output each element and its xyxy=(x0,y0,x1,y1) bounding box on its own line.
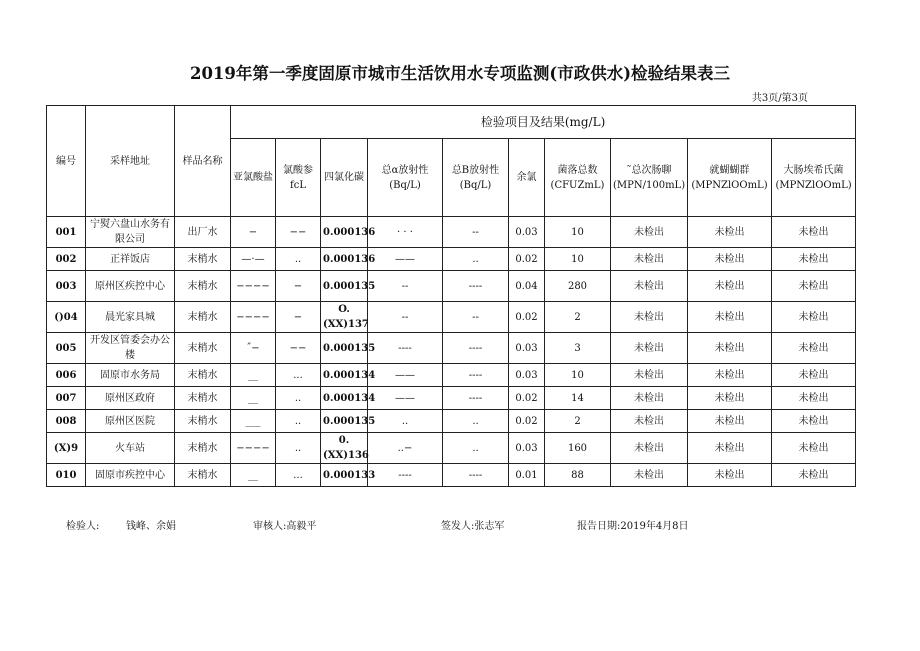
cell-chlorate: .. xyxy=(276,387,321,410)
cell-thermo: 未检出 xyxy=(688,302,772,333)
col-thermo-header: 就蝴蝴群(MPNZlOOmL) xyxy=(688,139,772,217)
cell-ecoli: 未检出 xyxy=(772,433,856,464)
cell-colony: 2 xyxy=(545,410,611,433)
cell-coliform: 未检出 xyxy=(611,271,688,302)
cell-coliform: 未检出 xyxy=(611,217,688,248)
col-beta-header: 总B放射性(Bq/L) xyxy=(443,139,509,217)
cell-chlorite: −−−− xyxy=(231,433,276,464)
cell-address: 固原市疾控中心 xyxy=(86,464,175,487)
cell-sample: 末梢水 xyxy=(175,271,231,302)
cell-thermo: 未检出 xyxy=(688,433,772,464)
cell-beta: ---- xyxy=(443,387,509,410)
cell-ecoli: 未检出 xyxy=(772,464,856,487)
cell-code: 005 xyxy=(47,333,86,364)
table-row xyxy=(47,217,856,248)
cell-residual: 0.02 xyxy=(509,248,545,271)
col-colony-header: 菌落总数(CFUZmL) xyxy=(545,139,611,217)
cell-beta: ---- xyxy=(443,333,509,364)
cell-chlorite: ___ xyxy=(231,410,276,433)
cell-colony: 14 xyxy=(545,387,611,410)
table-row xyxy=(47,387,856,410)
cell-ccl4: O.(XX)137 xyxy=(321,302,368,333)
cell-residual: 0.02 xyxy=(509,410,545,433)
cell-residual: 0.03 xyxy=(509,217,545,248)
cell-address: 原州区疾控中心 xyxy=(86,271,175,302)
cell-colony: 280 xyxy=(545,271,611,302)
cell-colony: 10 xyxy=(545,364,611,387)
cell-coliform: 未检出 xyxy=(611,464,688,487)
cell-beta: -- xyxy=(443,217,509,248)
reviewer: 审核人:高毅平 xyxy=(253,521,317,532)
cell-chlorate: −− xyxy=(276,217,321,248)
cell-alpha: —— xyxy=(368,387,443,410)
cell-code: 010 xyxy=(47,464,86,487)
cell-sample: 末梢水 xyxy=(175,333,231,364)
cell-thermo: 未检出 xyxy=(688,333,772,364)
col-residual-header: 余氯 xyxy=(509,139,545,217)
cell-ccl4: 0.000136 xyxy=(321,217,368,248)
cell-chlorite: __ xyxy=(231,464,276,487)
cell-chlorate: .. xyxy=(276,433,321,464)
group-header: 检验项目及结果(mg/L) xyxy=(231,106,856,139)
cell-chlorite: ˝− xyxy=(231,333,276,364)
cell-sample: 末梢水 xyxy=(175,364,231,387)
cell-coliform: 未检出 xyxy=(611,302,688,333)
cell-chlorate: −− xyxy=(276,333,321,364)
col-code-header: 编号 xyxy=(47,106,86,217)
cell-coliform: 未检出 xyxy=(611,364,688,387)
cell-coliform: 未检出 xyxy=(611,387,688,410)
cell-ccl4: 0.000135 xyxy=(321,333,368,364)
cell-coliform: 未检出 xyxy=(611,410,688,433)
cell-ecoli: 未检出 xyxy=(772,248,856,271)
cell-alpha: ---- xyxy=(368,464,443,487)
cell-chlorate: .. xyxy=(276,410,321,433)
cell-chlorite: —·— xyxy=(231,248,276,271)
cell-ccl4: 0.000134 xyxy=(321,364,368,387)
cell-ecoli: 未检出 xyxy=(772,271,856,302)
cell-chlorite: __ xyxy=(231,387,276,410)
cell-alpha: —— xyxy=(368,248,443,271)
table-row xyxy=(47,364,856,387)
cell-colony: 2 xyxy=(545,302,611,333)
cell-sample: 出厂水 xyxy=(175,217,231,248)
cell-ecoli: 未检出 xyxy=(772,217,856,248)
cell-chlorite: −−−− xyxy=(231,302,276,333)
cell-beta: ---- xyxy=(443,464,509,487)
cell-address: 开发区管委会办公楼 xyxy=(86,333,175,364)
cell-ecoli: 未检出 xyxy=(772,410,856,433)
cell-alpha: .. xyxy=(368,410,443,433)
cell-code: 007 xyxy=(47,387,86,410)
cell-coliform: 未检出 xyxy=(611,433,688,464)
cell-ccl4: 0.(XX)136 xyxy=(321,433,368,464)
cell-sample: 末梢水 xyxy=(175,464,231,487)
cell-beta: -- xyxy=(443,302,509,333)
cell-thermo: 未检出 xyxy=(688,271,772,302)
cell-alpha: · · · xyxy=(368,217,443,248)
cell-coliform: 未检出 xyxy=(611,333,688,364)
cell-chlorite: −−−− xyxy=(231,271,276,302)
cell-residual: 0.03 xyxy=(509,364,545,387)
cell-beta: ---- xyxy=(443,364,509,387)
cell-coliform: 未检出 xyxy=(611,248,688,271)
col-chlorite-header: 亚氯酸盐 xyxy=(231,139,276,217)
page-title: 2019年第一季度固原市城市生活饮用水专项监测(市政供水)检验结果表三 xyxy=(189,64,731,83)
inspector-names: 钱峰、余娟 xyxy=(126,521,176,532)
cell-alpha: ---- xyxy=(368,333,443,364)
cell-alpha: -- xyxy=(368,271,443,302)
cell-address: 原州区医院 xyxy=(86,410,175,433)
cell-beta: ---- xyxy=(443,271,509,302)
cell-address: 晨光家具城 xyxy=(86,302,175,333)
col-alpha-header: 总α放射性(Bq/L) xyxy=(368,139,443,217)
cell-ccl4: 0.000135 xyxy=(321,271,368,302)
table-row xyxy=(47,464,856,487)
cell-colony: 160 xyxy=(545,433,611,464)
cell-chlorate: − xyxy=(276,302,321,333)
cell-sample: 末梢水 xyxy=(175,248,231,271)
cell-address: 固原市水务局 xyxy=(86,364,175,387)
cell-address: 原州区政府 xyxy=(86,387,175,410)
cell-residual: 0.04 xyxy=(509,271,545,302)
table-row xyxy=(47,271,856,302)
table-row xyxy=(47,410,856,433)
cell-code: 001 xyxy=(47,217,86,248)
results-table xyxy=(46,105,856,487)
cell-code: 008 xyxy=(47,410,86,433)
cell-colony: 3 xyxy=(545,333,611,364)
cell-code: ()04 xyxy=(47,302,86,333)
cell-chlorate: ... xyxy=(276,464,321,487)
table-row xyxy=(47,302,856,333)
col-coliform-header: ˜总次肠聊(MPN/100mL) xyxy=(611,139,688,217)
issuer: 签发人:张志军 xyxy=(441,521,505,532)
col-address-header: 采样地址 xyxy=(86,106,175,217)
cell-chlorite: __ xyxy=(231,364,276,387)
cell-colony: 10 xyxy=(545,217,611,248)
cell-colony: 10 xyxy=(545,248,611,271)
cell-thermo: 未检出 xyxy=(688,410,772,433)
cell-ecoli: 未检出 xyxy=(772,387,856,410)
table-row xyxy=(47,433,856,464)
cell-chlorate: .. xyxy=(276,248,321,271)
cell-thermo: 未检出 xyxy=(688,217,772,248)
cell-sample: 末梢水 xyxy=(175,302,231,333)
cell-beta: .. xyxy=(443,248,509,271)
cell-residual: 0.01 xyxy=(509,464,545,487)
table-row xyxy=(47,333,856,364)
cell-residual: 0.02 xyxy=(509,387,545,410)
page-number: 共3页/第3页 xyxy=(751,93,808,104)
cell-chlorate: ... xyxy=(276,364,321,387)
cell-alpha: —— xyxy=(368,364,443,387)
cell-address: 正祥饭店 xyxy=(86,248,175,271)
cell-residual: 0.02 xyxy=(509,302,545,333)
cell-ecoli: 未检出 xyxy=(772,302,856,333)
col-chlorate-header: 氯酸参fcL xyxy=(276,139,321,217)
cell-colony: 88 xyxy=(545,464,611,487)
cell-ccl4: 0.000135 xyxy=(321,410,368,433)
cell-code: 006 xyxy=(47,364,86,387)
cell-sample: 末梢水 xyxy=(175,387,231,410)
cell-ecoli: 未检出 xyxy=(772,364,856,387)
cell-sample: 末梢水 xyxy=(175,410,231,433)
cell-alpha: -- xyxy=(368,302,443,333)
cell-thermo: 未检出 xyxy=(688,464,772,487)
cell-chlorate: − xyxy=(276,271,321,302)
inspector-label: 检验人: xyxy=(66,521,100,532)
col-ccl4-header: 四氯化碳 xyxy=(321,139,368,217)
cell-thermo: 未检出 xyxy=(688,364,772,387)
col-ecoli-header: 大肠埃希氏菌(MPNZlOOmL) xyxy=(772,139,856,217)
cell-ecoli: 未检出 xyxy=(772,333,856,364)
report-date: 报告日期:2019年4月8日 xyxy=(577,521,689,532)
cell-alpha: ..− xyxy=(368,433,443,464)
cell-address: 火车站 xyxy=(86,433,175,464)
col-sample-header: 样品名称 xyxy=(175,106,231,217)
cell-sample: 末梢水 xyxy=(175,433,231,464)
cell-address: 宁熨六盘山水务有限公司 xyxy=(86,217,175,248)
cell-thermo: 未检出 xyxy=(688,248,772,271)
cell-residual: 0.03 xyxy=(509,333,545,364)
cell-code: 002 xyxy=(47,248,86,271)
cell-thermo: 未检出 xyxy=(688,387,772,410)
cell-beta: .. xyxy=(443,433,509,464)
cell-code: (X)9 xyxy=(47,433,86,464)
cell-code: 003 xyxy=(47,271,86,302)
cell-ccl4: 0.000133 xyxy=(321,464,368,487)
cell-ccl4: 0.000134 xyxy=(321,387,368,410)
cell-beta: .. xyxy=(443,410,509,433)
cell-chlorite: − xyxy=(231,217,276,248)
cell-residual: 0.03 xyxy=(509,433,545,464)
table-row xyxy=(47,248,856,271)
cell-ccl4: 0.000136 xyxy=(321,248,368,271)
